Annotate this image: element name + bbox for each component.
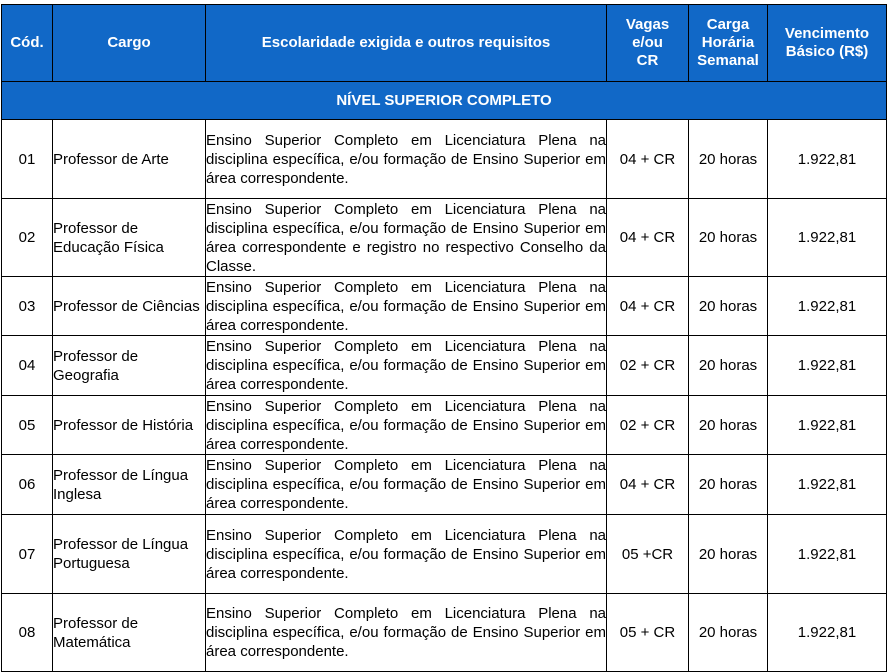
header-vencimento: Vencimento Básico (R$) (768, 5, 887, 82)
cell-cod: 02 (2, 199, 53, 277)
cell-vagas: 02 + CR (607, 396, 689, 455)
cell-vagas: 05 + CR (607, 594, 689, 672)
cell-vencimento: 1.922,81 (768, 277, 887, 336)
cell-vencimento: 1.922,81 (768, 120, 887, 199)
cell-escolaridade: Ensino Superior Completo em Licenciatura Plena na disciplina específica, e/ou formação de Ensino Superior em área correspondente. (206, 397, 606, 453)
cell-vagas: 04 + CR (607, 455, 689, 515)
cell-cod: 04 (2, 336, 53, 396)
cell-escolaridade: Ensino Superior Completo em Licenciatura Plena na disciplina específica, e/ou formação de Ensino Superior em área correspondente e registro no respectivo Conselho da Classe. (206, 200, 606, 275)
table-row (2, 515, 887, 594)
table-row (2, 336, 887, 396)
header-row (2, 5, 887, 82)
section-row (2, 82, 887, 120)
positions-table (1, 4, 887, 672)
cell-escolaridade: Ensino Superior Completo em Licenciatura Plena na disciplina específica, e/ou formação de Ensino Superior em área correspondente. (206, 594, 607, 672)
cell-cod: 08 (2, 594, 53, 672)
cell-cargo: Professor de História (53, 396, 206, 455)
header-carga: Carga Horária Semanal (689, 5, 768, 82)
cell-escolaridade: Ensino Superior Completo em Licenciatura Plena na disciplina específica, e/ou formação de Ensino Superior em área correspondente. (206, 336, 607, 396)
cell-vencimento: 1.922,81 (768, 594, 887, 672)
cell-escolaridade: Ensino Superior Completo em Licenciatura Plena na disciplina específica, e/ou formação de Ensino Superior em área correspondente. (206, 515, 607, 594)
cell-vencimento: 1.922,81 (768, 396, 887, 455)
cell-cod: 01 (2, 120, 53, 199)
cell-vencimento: 1.922,81 (768, 515, 887, 594)
cell-vagas: 04 + CR (607, 277, 689, 336)
cell-cargo: Professor de Matemática (53, 594, 206, 672)
cell-cargo: Professor de Língua Portuguesa (53, 515, 206, 594)
cell-cargo: Professor de Arte (53, 120, 206, 199)
cell-escolaridade: Ensino Superior Completo em Licenciatura Plena na disciplina específica, e/ou formação de Ensino Superior em área correspondente. (206, 455, 607, 515)
table-row (2, 396, 887, 455)
cell-cod: 06 (2, 455, 53, 515)
cell-carga: 20 horas (689, 455, 768, 515)
cell-carga: 20 horas (689, 594, 768, 672)
section-title: NÍVEL SUPERIOR COMPLETO (2, 82, 887, 120)
cell-cod: 05 (2, 396, 53, 455)
header-cod: Cód. (2, 5, 53, 82)
header-escolaridade: Escolaridade exigida e outros requisitos (206, 5, 607, 82)
cell-vagas: 04 + CR (607, 120, 689, 199)
cell-vagas: 05 +CR (607, 515, 689, 594)
cell-escolaridade: Ensino Superior Completo em Licenciatura Plena na disciplina específica, e/ou formação de Ensino Superior em área correspondente. (206, 278, 606, 334)
cell-vagas: 02 + CR (607, 336, 689, 396)
table-body (2, 82, 887, 672)
table-header (2, 5, 887, 82)
header-vagas: Vagas e/ou CR (607, 5, 689, 82)
cell-escolaridade: Ensino Superior Completo em Licenciatura Plena na disciplina específica, e/ou formação de Ensino Superior em área correspondente. (206, 120, 607, 199)
cell-vagas: 04 + CR (607, 199, 689, 277)
table-row (2, 277, 887, 336)
cell-carga: 20 horas (689, 336, 768, 396)
table-row (2, 120, 887, 199)
cell-cargo: Professor de Ciências (53, 277, 206, 336)
table-row (2, 455, 887, 515)
cell-vencimento: 1.922,81 (768, 199, 887, 277)
cell-vencimento: 1.922,81 (768, 455, 887, 515)
table-row (2, 594, 887, 672)
cell-carga: 20 horas (689, 199, 768, 277)
table-row (2, 199, 887, 277)
cell-cod: 03 (2, 277, 53, 336)
cell-carga: 20 horas (689, 396, 768, 455)
cell-carga: 20 horas (689, 277, 768, 336)
cell-cod: 07 (2, 515, 53, 594)
cell-vencimento: 1.922,81 (768, 336, 887, 396)
cell-carga: 20 horas (689, 515, 768, 594)
cell-cargo: Professor de Língua Inglesa (53, 455, 206, 515)
header-cargo: Cargo (53, 5, 206, 82)
cell-cargo: Professor de Educação Física (53, 199, 206, 277)
cell-carga: 20 horas (689, 120, 768, 199)
cell-cargo: Professor de Geografia (53, 336, 206, 396)
